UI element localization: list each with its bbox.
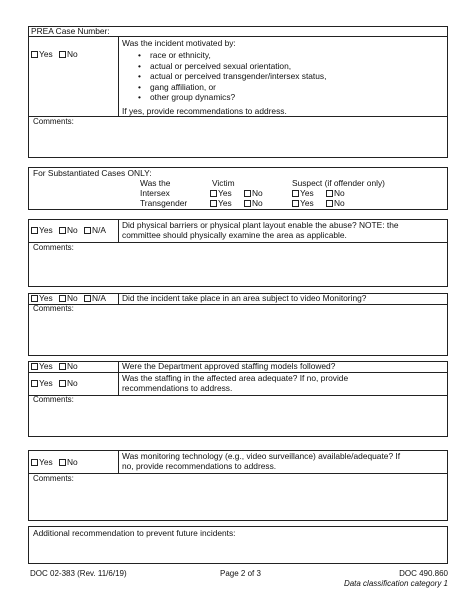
victim-intersex-options: Yes No [210,188,267,198]
video-na-checkbox[interactable] [84,295,91,302]
technology-comments-field[interactable] [32,484,444,518]
list-item: • other group dynamics? [124,92,424,103]
staffing-models-yes-checkbox[interactable] [31,363,38,370]
divider [118,220,119,242]
victim-transgender-no-checkbox[interactable] [244,200,251,207]
staffing-adequate-question-line2: recommendations to address. [122,383,233,393]
page-number: Page 2 of 3 [220,569,261,578]
additional-recommendation-label: Additional recommendation to prevent future incidents: [33,528,236,538]
motivation-yes-no: Yes No [31,49,82,59]
divider [118,362,119,395]
staffing-adequate-yes-checkbox[interactable] [31,380,38,387]
comments-label: Comments: [33,395,74,404]
staffing-adequate-no-checkbox[interactable] [59,380,66,387]
was-the-label: Was the [140,178,171,188]
divider [118,451,119,473]
prea-case-number-label: PREA Case Number: [31,26,110,36]
barriers-question-line1: Did physical barriers or physical plant layout enable the abuse? NOTE: the [122,220,399,230]
divider [29,473,447,474]
barriers-question-line2: committee should physically examine the area as applicable. [122,230,347,240]
motivation-yes-checkbox[interactable] [31,51,38,58]
suspect-label: Suspect (if offender only) [292,178,385,188]
suspect-transgender-options: Yes No [292,198,349,208]
barriers-comments-field[interactable] [32,252,444,284]
staffing-comments-field[interactable] [32,404,444,434]
substantiated-title: For Substantiated Cases ONLY: [33,168,152,178]
divider [29,304,447,305]
barriers-no-checkbox[interactable] [59,227,66,234]
suspect-intersex-yes-checkbox[interactable] [292,190,299,197]
motivation-comments-field[interactable] [32,126,444,156]
suspect-intersex-options: Yes No [292,188,349,198]
intersex-label: Intersex [140,188,170,198]
form-number: DOC 02-383 (Rev. 11/6/19) [30,569,127,578]
video-yes-checkbox[interactable] [31,295,38,302]
barriers-na-checkbox[interactable] [84,227,91,234]
motivation-followup: If yes, provide recommendations to address. [122,106,287,116]
comments-label: Comments: [33,243,74,252]
comments-label: Comments: [33,117,74,126]
victim-transgender-options: Yes No [210,198,267,208]
motivation-list [124,50,424,103]
victim-label: Victim [212,178,235,188]
list-item: • actual or perceived transgender/intersex status, [124,71,424,82]
additional-recommendation-field[interactable] [32,538,444,562]
video-no-checkbox[interactable] [59,295,66,302]
list-item: • race or ethnicity, [124,50,424,61]
staffing-models-no-checkbox[interactable] [59,363,66,370]
staffing-models-question: Were the Department approved staffing models followed? [122,361,336,371]
divider [29,395,447,396]
barriers-yes-checkbox[interactable] [31,227,38,234]
divider [118,294,119,304]
victim-intersex-no-checkbox[interactable] [244,190,251,197]
video-options: Yes No N/A [31,293,110,303]
technology-no-checkbox[interactable] [59,459,66,466]
divider [29,116,447,117]
video-question: Did the incident take place in an area subject to video Monitoring? [122,293,367,303]
comments-label: Comments: [33,474,74,483]
technology-question-line2: no, provide recommendations to address. [122,461,277,471]
technology-options: Yes No [31,457,82,467]
victim-intersex-yes-checkbox[interactable] [210,190,217,197]
motivation-question: Was the incident motivated by: [122,38,236,48]
divider [118,36,119,116]
list-item: • gang affiliation, or [124,82,424,93]
divider [29,242,447,243]
suspect-transgender-no-checkbox[interactable] [326,200,333,207]
barriers-options: Yes No N/A [31,225,110,235]
comments-label: Comments: [33,304,74,313]
data-classification: Data classification category 1 [343,579,448,588]
staffing-adequate-options: Yes No [31,378,82,388]
suspect-transgender-yes-checkbox[interactable] [292,200,299,207]
transgender-label: Transgender [140,198,188,208]
doc-number: DOC 490.860 [399,569,448,578]
technology-yes-checkbox[interactable] [31,459,38,466]
victim-transgender-yes-checkbox[interactable] [210,200,217,207]
staffing-models-options: Yes No [31,361,82,371]
divider [29,36,447,37]
motivation-no-checkbox[interactable] [59,51,66,58]
suspect-intersex-no-checkbox[interactable] [326,190,333,197]
video-comments-field[interactable] [32,313,444,353]
list-item: • actual or perceived sexual orientation, [124,61,424,72]
staffing-adequate-question-line1: Was the staffing in the affected area adequate? If no, provide [122,373,349,383]
technology-question-line1: Was monitoring technology (e.g., video surveillance) available/adequate? If [122,451,401,461]
